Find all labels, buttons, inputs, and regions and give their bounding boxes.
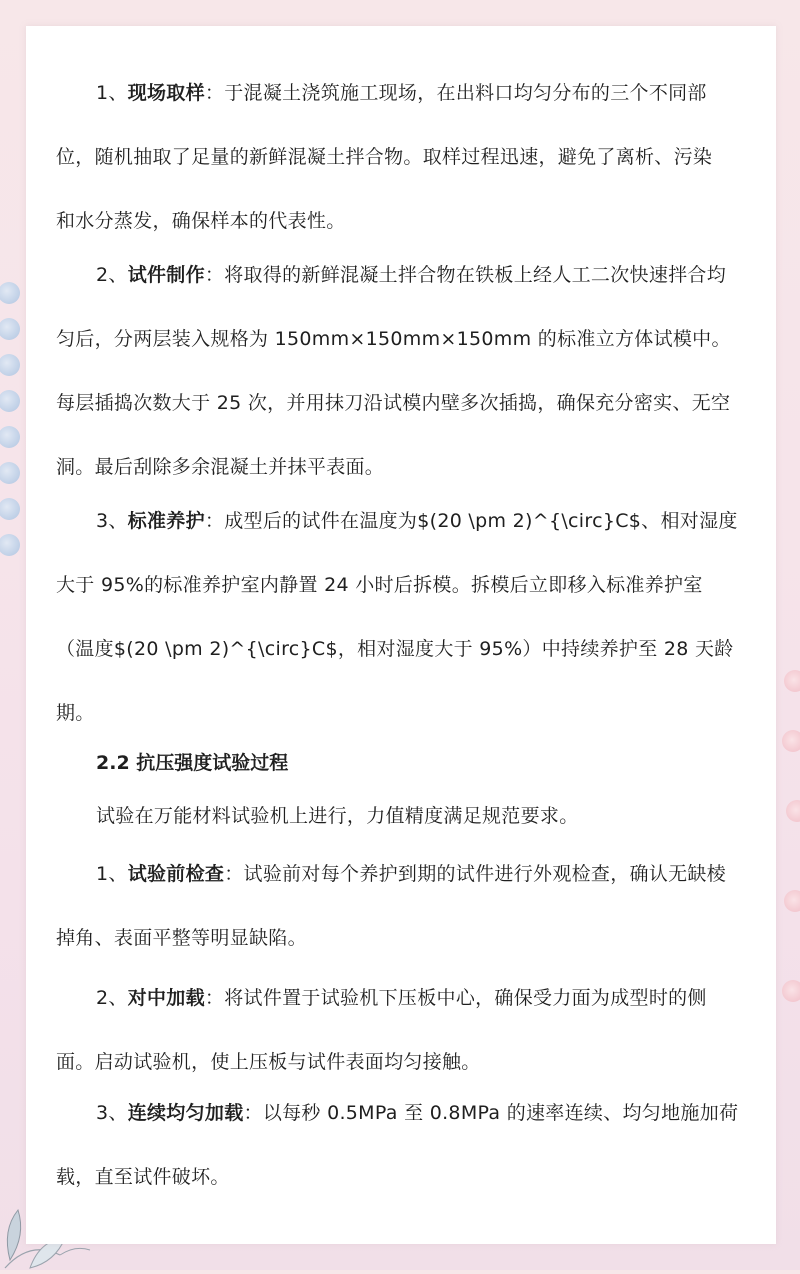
- text-line: 匀后，分两层装入规格为 150mm×150mm×150mm 的标准立方体试模中。: [56, 328, 731, 350]
- item-label: 连续均匀加载: [127, 1102, 244, 1124]
- item-colon: ：: [204, 987, 225, 1009]
- text-line: 试验前对每个养护到期的试件进行外观检查，确认无缺棱: [243, 863, 727, 885]
- item-colon: ：: [243, 1102, 263, 1124]
- item-number: 2、: [96, 987, 128, 1009]
- item-colon: ：: [204, 264, 225, 286]
- paragraph-pre-check: [56, 842, 748, 970]
- text-line: 大于 95%的标准养护室内静置 24 小时后拆模。拆模后立即移入标准养护室: [56, 574, 703, 596]
- text-line: 载，直至试件破坏。: [56, 1166, 230, 1188]
- text-line: 期。: [56, 702, 95, 724]
- item-colon: ：: [224, 863, 244, 885]
- item-number: 2、: [96, 264, 128, 286]
- paragraph-curing: [56, 489, 748, 745]
- item-number: 1、: [96, 82, 128, 104]
- text-line: 掉角、表面平整等明显缺陷。: [56, 927, 307, 949]
- item-label: 标准养护: [127, 510, 205, 532]
- text-line: 每层插捣次数大于 25 次，并用抹刀沿试模内壁多次插捣，确保充分密实、无空: [56, 392, 731, 414]
- item-number: 3、: [96, 1102, 128, 1124]
- item-label: 对中加载: [127, 987, 205, 1009]
- text-line: 将试件置于试验机下压板中心，确保受力面为成型时的侧: [224, 987, 707, 1009]
- text-line: （温度$(20 \pm 2)^{\circ}C$，相对湿度大于 95%）中持续养护至 28 天龄: [56, 638, 734, 660]
- paragraph-intro: [56, 784, 748, 848]
- text-line: 成型后的试件在温度为$(20 \pm 2)^{\circ}C$、相对湿度: [224, 510, 738, 532]
- document-card: [26, 26, 776, 1244]
- text-line: 试验在万能材料试验机上进行，力值精度满足规范要求。: [96, 805, 579, 827]
- left-dot-decoration: [0, 282, 22, 582]
- paragraph-loading: [56, 1081, 748, 1209]
- paragraph-sampling: [56, 61, 748, 253]
- text-line: 面。启动试验机，使上压板与试件表面均匀接触。: [56, 1051, 481, 1073]
- text-line: 于混凝土浇筑施工现场，在出料口均匀分布的三个不同部: [224, 82, 707, 104]
- item-number: 1、: [96, 863, 128, 885]
- text-line: 位，随机抽取了足量的新鲜混凝土拌合物。取样过程迅速，避免了离析、污染: [56, 146, 713, 168]
- paragraph-specimen: [56, 243, 748, 499]
- text-line: 洞。最后刮除多余混凝土并抹平表面。: [56, 456, 385, 478]
- paragraph-centering: [56, 966, 748, 1094]
- item-label: 现场取样: [127, 82, 205, 104]
- text-line: 将取得的新鲜混凝土拌合物在铁板上经人工二次快速拌合均: [224, 264, 727, 286]
- item-number: 3、: [96, 510, 128, 532]
- section-heading: 2.2 抗压强度试验过程: [96, 752, 289, 774]
- item-colon: ：: [204, 82, 225, 104]
- text-line: 和水分蒸发，确保样本的代表性。: [56, 210, 346, 232]
- item-colon: ：: [204, 510, 225, 532]
- item-label: 试件制作: [127, 264, 205, 286]
- item-label: 试验前检查: [127, 863, 225, 885]
- text-line: 以每秒 0.5MPa 至 0.8MPa 的速率连续、均匀地施加荷: [262, 1102, 739, 1124]
